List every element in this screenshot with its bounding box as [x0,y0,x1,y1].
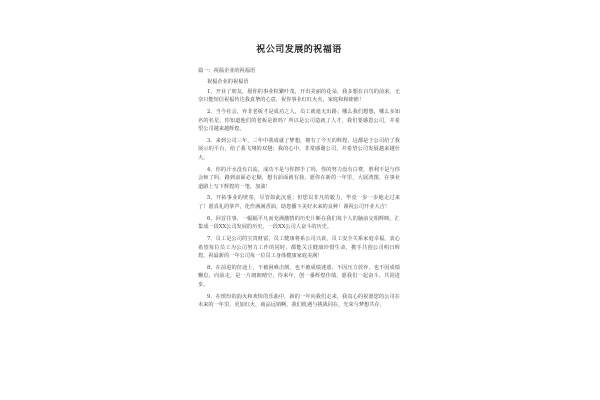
document-title: 祝公司发展的祝福语 [256,45,342,55]
paragraph-7: 7、员工是公司的宝贵财富，员工健康将系公司兴衰，员工安全关系家庭幸福，衷心希望每位员工为公司努力工作的同时，都能关注健康珍惜生命，携手共创公司明日辉煌。祝最新的一年公司每一位员工身体健康家庭美满！ [198,236,400,259]
paragraph-2: 2、当今社会，弃非老板才是成功之人，员工就毫无出路；哪么我们想想，哪么多知名的名星，你知道他们的老板是谁吗？所以是公司造就了人才，我们要感恩公司，并希望公司越来越辉煌。 [198,109,400,133]
paragraph-5: 5、开拓事业的壁垒，尽管如此沉重；但您以非凡的毅力，毕竟一步一步地走过来了！愿真礼的掌声，化作满满香油，助您播下美好未来的良种！谨祝公司开业大吉！ [198,195,400,210]
paragraph-3: 3、来到公司三年，三年中我成就了梦想，拥有了今天的辉煌，这都是于公司给了我展示的平台，给了我飞翔的双翅；我的心中，非常感谢公司，并希望公司发展越来越壮大。 [198,138,400,161]
paragraph-4: 4、你的汗水没有白流，成功不是与你擦手了吗，你的努力没有白费，胜利不是与你会师了吗，路到前面必定顺，想有前面就有我，愿你在新的一年里，大展鸿图，在事业道路上写下辉煌的一笔，加油！ [198,166,400,190]
paragraph-8: 8、在前进的征途上，不被困难击倒，也不被成绩迷惑，不因压力放弃，也不因成绩懈怠，向前走，是一片朗朗晴空，待来年，创一番辉煌佳绩，愿我们一起奋斗，共同进步。 [198,264,400,288]
paragraph-6: 6、回首往事，一幅幅平凡而充满激情的历史片断在我们每个人的脑前交相辉映，汇集成一段XX公司发展的历史，一段XX公司人奋斗的历史。 [198,215,400,231]
paragraph-9: 9、在缤纷的韵火和欢快的乐曲中，新的一年向我们走来，我真心的祝愿您的公司在未来的一年里，更加红火，商品远销啊，我们机遇与挑战同在，光荣与梦想共存。 [198,293,400,308]
section-title: 篇一：祝福企业的祝福语 [198,68,256,74]
paragraph-1: 1、开业了朋友，愿你的事业粒繁叶茂，开出美丽的花朵，我多想在百鸟的前来，无奈只能短信祝福传达我真挚的心意，祝你事业红红火火，家庭和和睦睦！ [198,89,400,104]
sub-title: 祝福企业的祝福语 [207,79,249,85]
